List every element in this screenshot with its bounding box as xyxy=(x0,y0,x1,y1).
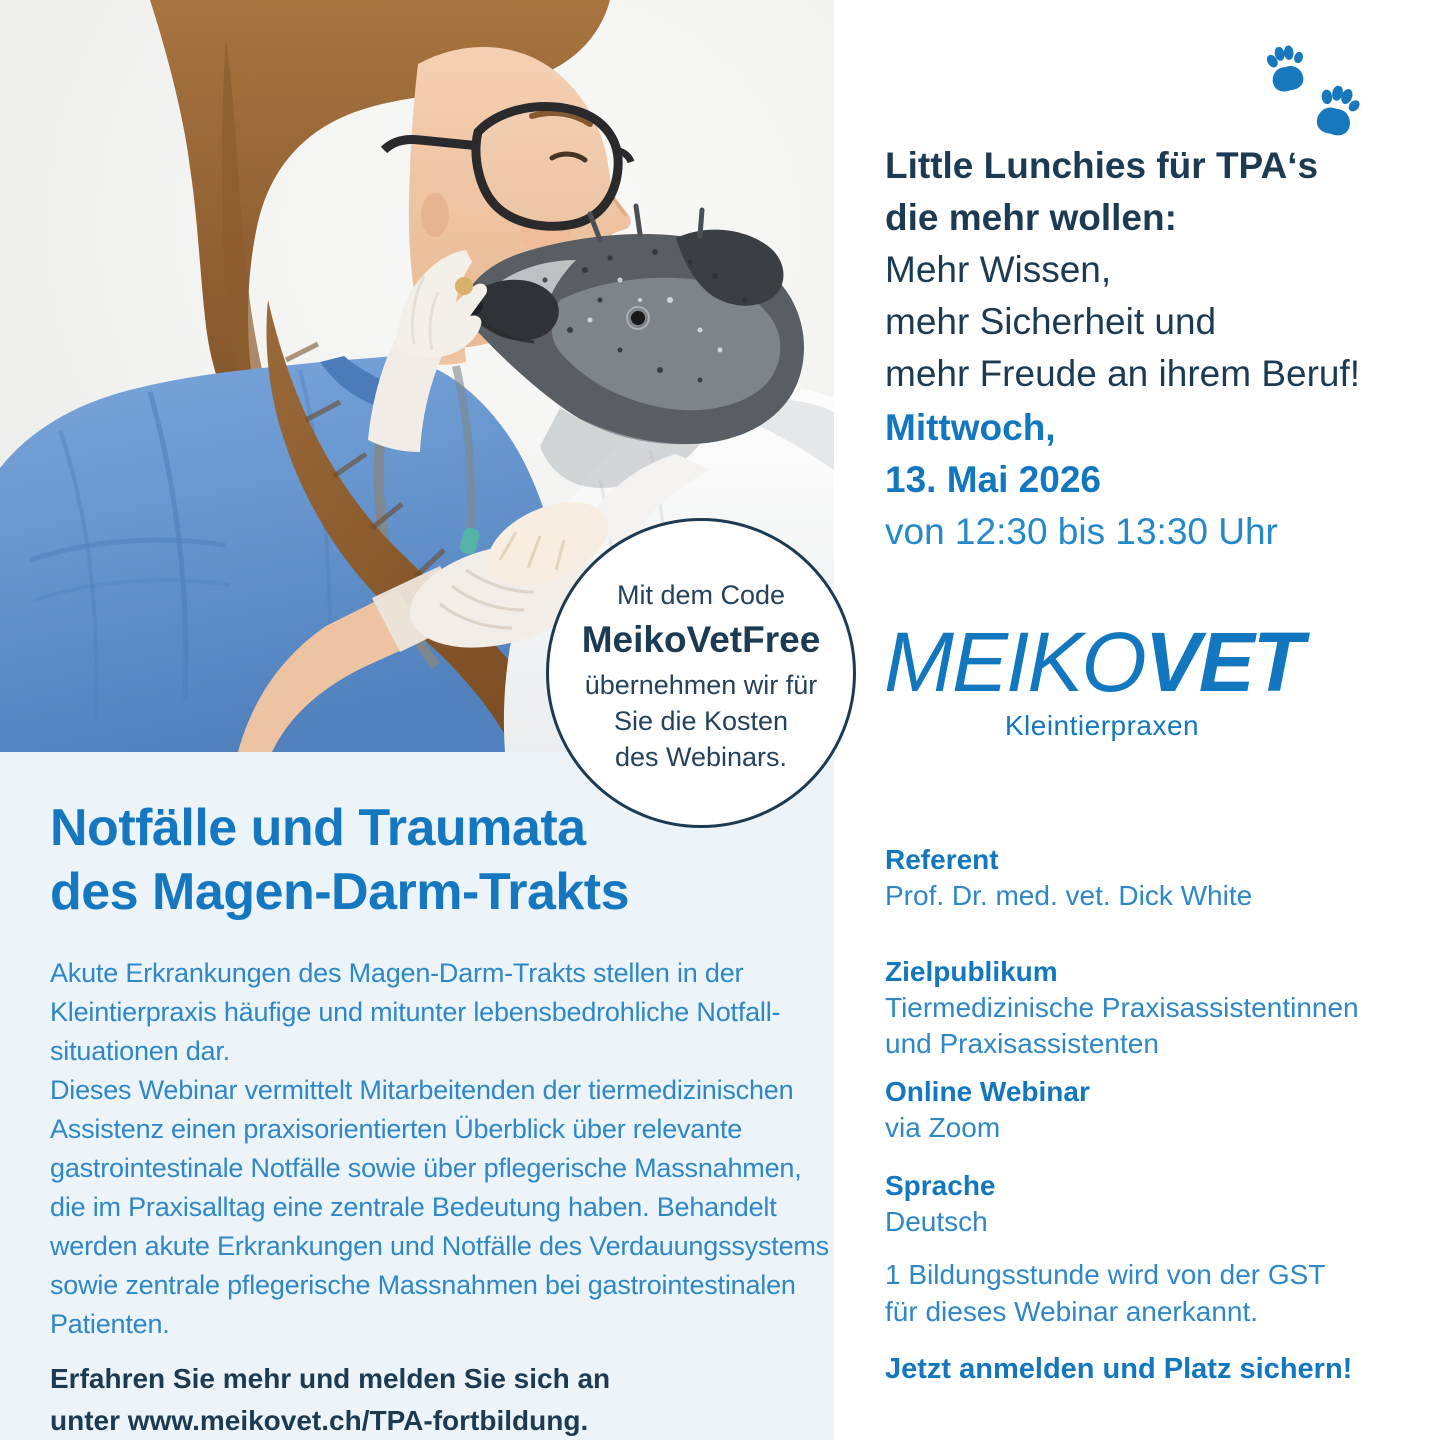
section-zielpublikum xyxy=(885,954,1359,1062)
badge-text-line3: des Webinars. xyxy=(614,742,788,772)
referent-label: Referent xyxy=(885,844,999,875)
paw-icon xyxy=(1303,80,1370,144)
badge-text-line1: übernehmen wir für xyxy=(584,670,818,700)
gst-note-line1: 1 Bildungsstunde wird von der GST xyxy=(885,1259,1326,1290)
headline-line3: Mehr Wissen, xyxy=(885,249,1112,290)
zielpublikum-line2: und Praxisassistenten xyxy=(885,1028,1159,1059)
section-online-webinar xyxy=(885,1074,1090,1146)
webinar-title-line2: des Magen-Darm-Trakts xyxy=(50,863,630,921)
logo-subtitle: Kleintierpraxen xyxy=(1004,710,1200,741)
promo-code: MeikoVetFree xyxy=(581,619,821,660)
topic-panel xyxy=(0,752,834,1440)
registration-info-line1: Erfahren Sie mehr und melden Sie sich an xyxy=(50,1363,611,1394)
flyer-headline xyxy=(885,140,1360,400)
discount-code-badge xyxy=(546,518,856,828)
headline-line5: mehr Freude an ihrem Beruf! xyxy=(885,353,1361,394)
logo-part-vet: VET xyxy=(1144,615,1303,709)
badge-intro: Mit dem Code xyxy=(616,580,786,610)
badge-text-line2: Sie die Kosten xyxy=(613,706,789,736)
description-line: sowie zentrale pflegerische Massnahmen bei gastrointestinalen xyxy=(50,1270,796,1300)
section-referent xyxy=(885,842,1252,914)
description-line: Dieses Webinar vermittelt Mitarbeitenden der tiermedizinischen xyxy=(50,1075,794,1105)
paw-prints xyxy=(1254,46,1374,142)
sprache-label: Sprache xyxy=(885,1170,996,1201)
register-cta[interactable]: Jetzt anmelden und Platz sichern! xyxy=(885,1353,1353,1385)
description-line: Patienten. xyxy=(50,1309,170,1339)
headline-bold-line2: die mehr wollen: xyxy=(885,197,1177,238)
registration-info xyxy=(50,1358,814,1440)
paw-icon xyxy=(1256,41,1317,99)
meikovet-logo xyxy=(884,615,1320,742)
webinar-description xyxy=(50,954,829,1344)
gst-note-line2: für dieses Webinar anerkannt. xyxy=(885,1296,1259,1327)
description-line: werden akute Erkrankungen und Notfälle des Verdauungssystems xyxy=(50,1231,829,1261)
headline-bold-line1: Little Lunchies für TPA‘s xyxy=(885,145,1319,186)
description-line: Akute Erkrankungen des Magen-Darm-Trakts stellen in der xyxy=(50,958,744,988)
meikovet-logo-text xyxy=(884,615,1320,709)
gst-credit-note xyxy=(885,1256,1325,1330)
description-line: die im Praxisalltag eine zentrale Bedeutung haben. Behandelt xyxy=(50,1192,777,1222)
section-sprache xyxy=(885,1168,996,1240)
description-line: Kleintierpraxis häufige und mitunter lebensbedrohliche Notfall- xyxy=(50,997,781,1027)
zielpublikum-line1: Tiermedizinische Praxisassistentinnen xyxy=(885,992,1359,1023)
zielpublikum-label: Zielpublikum xyxy=(885,956,1058,987)
event-date xyxy=(885,402,1278,558)
description-line: gastrointestinale Notfälle sowie über pflegerische Massnahmen, xyxy=(50,1153,802,1183)
description-line: situationen dar. xyxy=(50,1036,230,1066)
event-weekday: Mittwoch, xyxy=(885,407,1056,448)
webinar-title-line1: Notfälle und Traumata xyxy=(50,799,586,857)
referent-name: Prof. Dr. med. vet. Dick White xyxy=(885,880,1253,911)
online-webinar-label: Online Webinar xyxy=(885,1076,1090,1107)
event-day: 13. Mai 2026 xyxy=(885,459,1101,500)
logo-part-meiko: MEIKO xyxy=(884,615,1145,709)
headline-line4: mehr Sicherheit und xyxy=(885,301,1217,342)
sprache-value: Deutsch xyxy=(885,1206,988,1237)
website-url[interactable]: unter www.meikovet.ch/TPA-fortbildung. xyxy=(50,1405,589,1436)
description-line: Assistenz einen praxisorientierten Überblick über relevante xyxy=(50,1114,743,1144)
online-webinar-platform: via Zoom xyxy=(885,1112,1001,1143)
event-time: von 12:30 bis 13:30 Uhr xyxy=(885,511,1278,552)
